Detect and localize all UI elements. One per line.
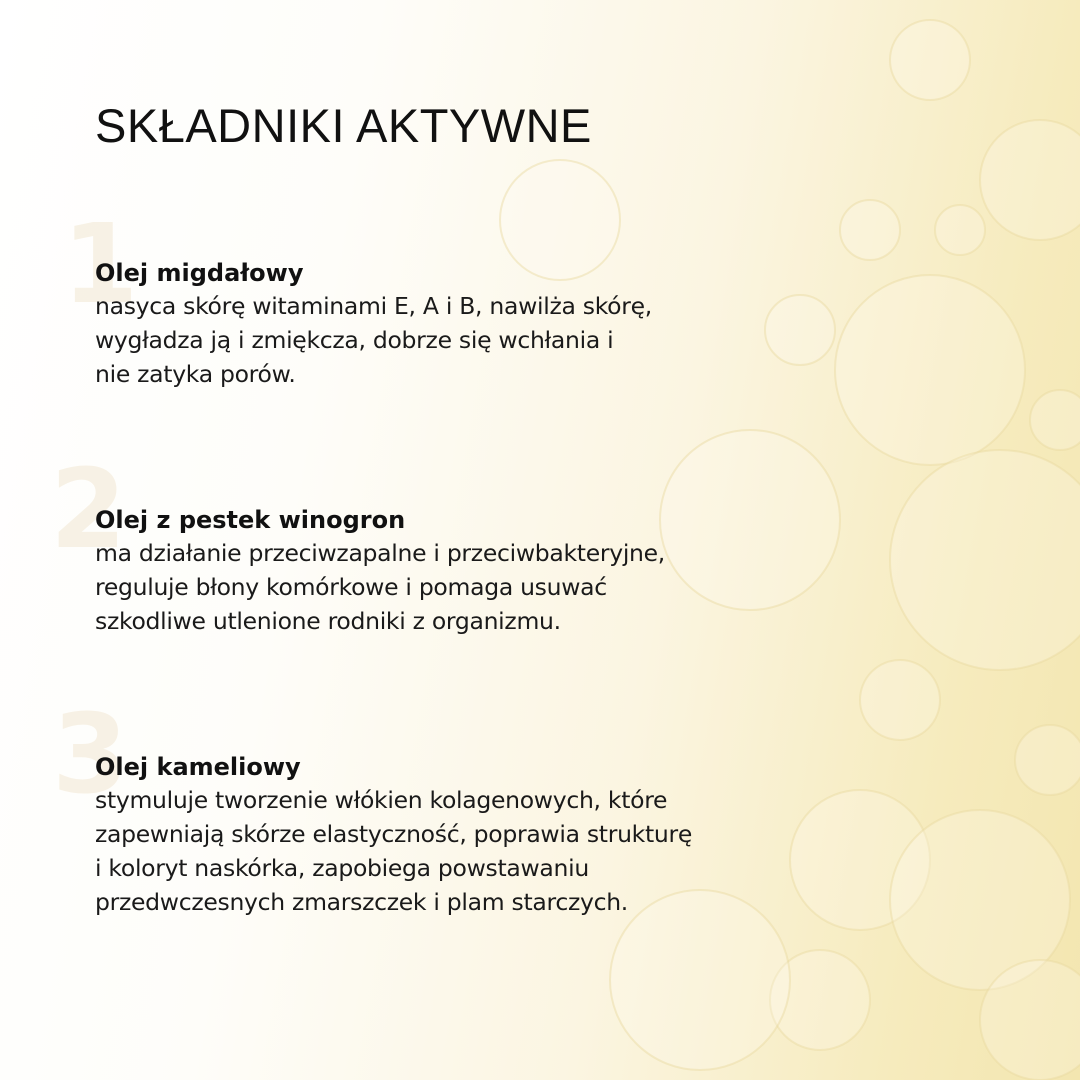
ingredient-number-3: 3	[52, 690, 129, 818]
bubble	[1015, 725, 1080, 795]
bubble	[835, 275, 1025, 465]
ingredient-camellia-oil	[95, 751, 855, 919]
page-title: SKŁADNIKI AKTYWNE	[95, 99, 592, 152]
bubble	[1030, 390, 1080, 450]
bubble	[840, 200, 900, 260]
ingredient-almond-oil	[95, 257, 855, 391]
ingredient-name: Olej z pestek winogron	[95, 506, 406, 534]
ingredient-grapeseed-oil	[95, 504, 855, 638]
bubble	[935, 205, 985, 255]
bubble	[980, 120, 1080, 240]
ingredient-name: Olej migdałowy	[95, 259, 304, 287]
ingredient-name: Olej kameliowy	[95, 753, 301, 781]
bubble	[860, 660, 940, 740]
bubble	[890, 20, 970, 100]
ingredient-number-2: 2	[50, 445, 127, 573]
ingredient-description: ma działanie przeciwzapalne i przeciwbakteryjne, reguluje błony komórkowe i pomaga usuwać szkodliwe utlenione rodniki z organizmu.	[95, 539, 665, 635]
bubble	[890, 450, 1080, 670]
ingredient-description: nasyca skórę witaminami E, A i B, nawilża skórę, wygładza ją i zmiękcza, dobrze się wchłania i nie zatyka porów.	[95, 292, 652, 388]
ingredient-number-1: 1	[62, 200, 139, 328]
ingredient-description: stymuluje tworzenie włókien kolagenowych, które zapewniają skórze elastyczność, poprawia strukturę i koloryt naskórka, zapobiega powstawaniu przedwczesnych zmarszczek i plam starczych.	[95, 786, 692, 916]
